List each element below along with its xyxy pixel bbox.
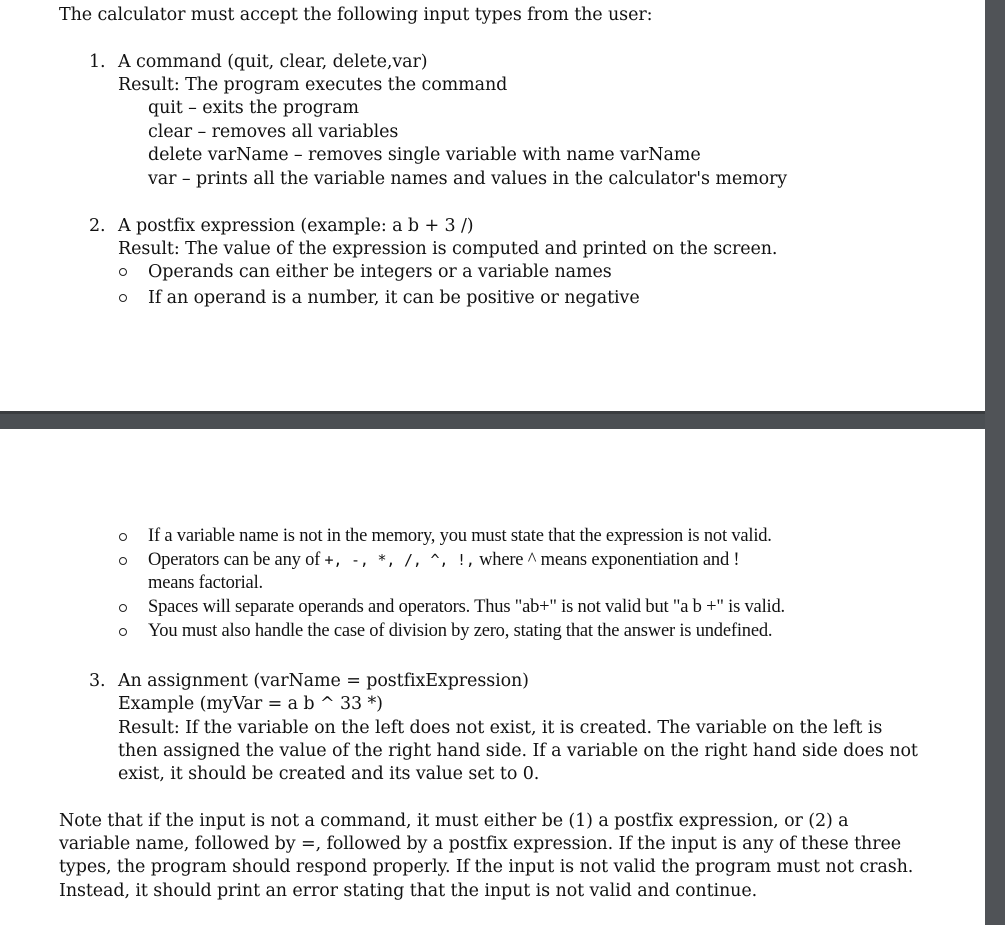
bullet-circle-icon: [119, 557, 127, 565]
item-3-number: 3.: [89, 671, 106, 691]
command-clear: clear – removes all variables: [148, 122, 399, 142]
bullet-variable-not-in-memory: If a variable name is not in the memory, you must state that the expression is not valid.: [148, 526, 772, 546]
item-2-result: Result: The value of the expression is computed and printed on the screen.: [118, 239, 778, 259]
item-3-result-line: Result: If the variable on the left does not exist, it is created. The variable on the left is: [118, 718, 883, 738]
item-3-result-line: then assigned the value of the right hand side. If a variable on the right hand side does not: [118, 741, 918, 761]
note-line: Instead, it should print an error stating that the input is not valid and continue.: [59, 881, 758, 901]
bullet-circle-icon: [119, 628, 127, 636]
bullet-circle-icon: [119, 604, 127, 612]
page-gap-shadow: [0, 411, 985, 414]
bullet-operators: [148, 549, 739, 572]
viewer-scroll-area[interactable]: [985, 0, 1005, 925]
operators-prefix: Operators can be any of: [148, 550, 321, 570]
item-2-number: 2.: [89, 216, 106, 236]
bullet-division-by-zero: You must also handle the case of division by zero, stating that the answer is undefined.: [148, 621, 773, 641]
command-var: var – prints all the variable names and values in the calculator's memory: [148, 169, 788, 189]
intro-text: The calculator must accept the following input types from the user:: [59, 5, 653, 25]
item-1-result: Result: The program executes the command: [118, 75, 508, 95]
bullet-operators-continued: means factorial.: [148, 573, 263, 593]
operators-suffix: where ^ means exponentiation and !: [479, 550, 740, 570]
item-1-number: 1.: [89, 52, 106, 72]
bullet-spaces: Spaces will separate operands and operators. Thus "ab+" is not valid but "a b +" is valid.: [148, 597, 785, 617]
item-3-result-line: exist, it should be created and its value set to 0.: [118, 764, 540, 784]
item-2-title: A postfix expression (example: a b + 3 /): [118, 216, 474, 236]
command-delete: delete varName – removes single variable with name varName: [148, 145, 701, 165]
document-page-2: [0, 429, 985, 925]
item-1-title: A command (quit, clear, delete,var): [118, 52, 428, 72]
item-3-title: An assignment (varName = postfixExpression): [118, 671, 529, 691]
bullet-operands: Operands can either be integers or a variable names: [148, 262, 612, 282]
note-line: types, the program should respond properly. If the input is not valid the program must not crash.: [59, 857, 914, 877]
bullet-circle-icon: [119, 294, 127, 302]
note-line: Note that if the input is not a command, it must either be (1) a postfix expression, or (2) a: [59, 811, 849, 831]
document-page-1: [0, 0, 985, 411]
bullet-circle-icon: [119, 268, 127, 276]
note-line: variable name, followed by =, followed by a postfix expression. If the input is any of these three: [59, 834, 902, 854]
command-quit: quit – exits the program: [148, 98, 359, 118]
item-3-example: Example (myVar = a b ^ 33 *): [118, 694, 383, 714]
bullet-circle-icon: [119, 533, 127, 541]
bullet-number-sign: If an operand is a number, it can be positive or negative: [148, 288, 640, 308]
operators-list: +, -, *, /, ^, !,: [324, 551, 475, 569]
